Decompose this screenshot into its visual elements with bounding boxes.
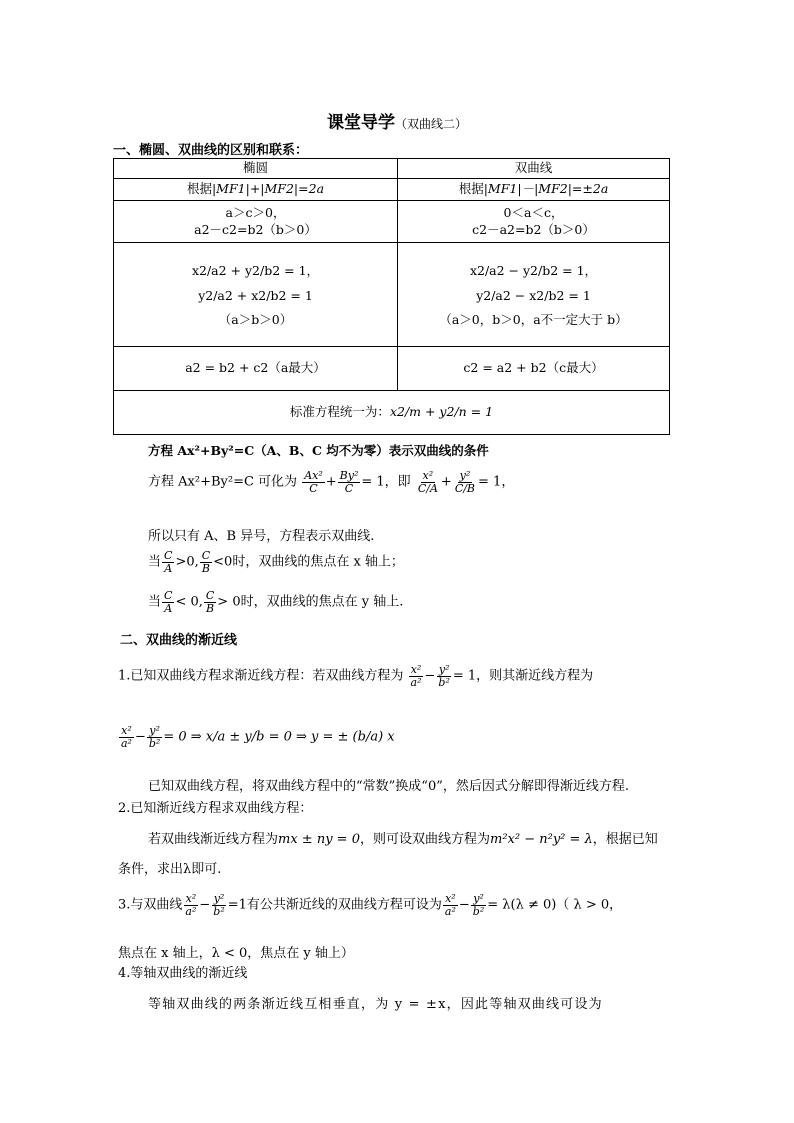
- p4-title: 4.等轴双曲线的渐近线: [118, 966, 248, 981]
- section2-heading: 二、双曲线的渐近线: [120, 633, 238, 648]
- unified-cell: 标准方程统一为：x2/m + y2/n = 1: [114, 391, 670, 435]
- cond-line1: 方程 Ax²+By²=C 可化为 $\frac{\text{Ax²}}{C}$ + $\frac{\text{By²}}{C}$ = 1，即 $\frac{\text{x²}}{C/A}$ + $\frac{\text{y²}}{C/B}$ = 1，: [148, 469, 515, 495]
- cond-line2: 所以只有 A、B 异号，方程表示双曲线.: [148, 529, 375, 544]
- cond-heading: 方程 Ax²+By²=C（A、B、C 均不为零）表示双曲线的条件: [148, 443, 489, 458]
- rel-hyperbola: 0＜a＜c， c2－a2=b2（b＞0）: [398, 201, 670, 243]
- title-sub: （双曲线二）: [394, 117, 467, 131]
- page-title: [0, 108, 794, 133]
- cond-line3: 当 $\frac{C}{A}$ >0, $\frac{C}{B}$ <0时，双曲线的焦点在 x 轴上；: [148, 549, 404, 575]
- rel-ellipse: a＞c＞0， a2－c2=b2（b＞0）: [114, 201, 398, 243]
- p2-line2: 条件，求出λ即可.: [118, 862, 222, 877]
- table-row: [114, 201, 670, 243]
- std-hyperbola-eq1: x2/a2 − y2/b2 = 1，: [469, 262, 598, 278]
- def-hyperbola: 根据|MF1|－|MF2|=±2a: [398, 179, 670, 201]
- p3-line2: 焦点在 x 轴上，λ < 0，焦点在 y 轴上）: [118, 946, 354, 961]
- abc-hyperbola: c2 = a2 + b2（c最大）: [398, 347, 670, 391]
- p1-note: 已知双曲线方程，将双曲线方程中的“常数”换成“0”，然后因式分解即得渐近线方程.: [148, 779, 629, 794]
- cond-line4: 当 $\frac{C}{A}$ < 0, $\frac{C}{B}$ > 0时，双曲线的焦点在 y 轴上.: [148, 589, 404, 615]
- table-row: [114, 243, 670, 347]
- p4-text: 等轴双曲线的两条渐近线互相垂直，为 y = ±x，因此等轴双曲线可设为: [148, 997, 603, 1012]
- col-ellipse: 椭圆: [114, 159, 398, 179]
- std-ellipse-eq1: x2/a2 + y2/b2 = 1，: [191, 262, 320, 278]
- abc-ellipse: a2 = b2 + c2（a最大）: [114, 347, 398, 391]
- p3-line: 3.与双曲线 $\frac{\text{x²}}{\text{a²}}$ − $\frac{\text{y²}}{\text{b²}}$ =1有公共渐近线的双曲线方程可设为 $\frac{\text{x²}}{\text{a²}}$ − $\frac{\text{y²}}{\text{b²}}$ = λ(λ ≠ 0)（ λ > 0，: [118, 892, 623, 918]
- std-hyperbola-eq2: y2/a2 − x2/b2 = 1: [476, 287, 591, 303]
- p1-line: 1.已知双曲线方程求渐近线方程：若双曲线方程为 $\frac{\text{x²}}{\text{a²}}$ − $\frac{\text{y²}}{\text{b²}}$ = 1，则其渐近线方程为: [118, 663, 594, 689]
- std-hyperbola: x2/a2 − y2/b2 = 1， y2/a2 − x2/b2 = 1 （a＞0，b＞0，a不一定大于 b）: [398, 243, 670, 347]
- std-ellipse: x2/a2 + y2/b2 = 1， y2/a2 + x2/b2 = 1 （a＞b＞0）: [114, 243, 398, 347]
- def-ellipse: 根据|MF1|+|MF2|=2a: [114, 179, 398, 201]
- p1-derivation-line: $\frac{\text{x²}}{\text{a²}}$ − $\frac{\text{y²}}{\text{b²}}$ = 0 ⇒ x/a ± y/b = 0 ⇒ y = ± (b/a) x: [121, 724, 395, 750]
- table-row: [114, 179, 670, 201]
- col-hyperbola: 双曲线: [398, 159, 670, 179]
- section1-heading: 一、椭圆、双曲线的区别和联系：: [113, 143, 309, 158]
- table-row: [114, 391, 670, 435]
- title-main: 课堂导学: [326, 113, 395, 133]
- p2-line: 若双曲线渐近线方程为mx ± ny = 0，则可设双曲线方程为m²x² − n²y² = λ，根据已知: [148, 832, 658, 847]
- std-ellipse-eq2: y2/a2 + x2/b2 = 1: [198, 287, 313, 303]
- table-row: [114, 159, 670, 179]
- p1-derivation: = 0 ⇒ x/a ± y/b = 0 ⇒ y = ± (b/a) x: [163, 729, 395, 745]
- comparison-table: [113, 158, 670, 435]
- p2-title: 2.已知渐近线方程求双曲线方程：: [118, 801, 313, 816]
- table-row: [114, 347, 670, 391]
